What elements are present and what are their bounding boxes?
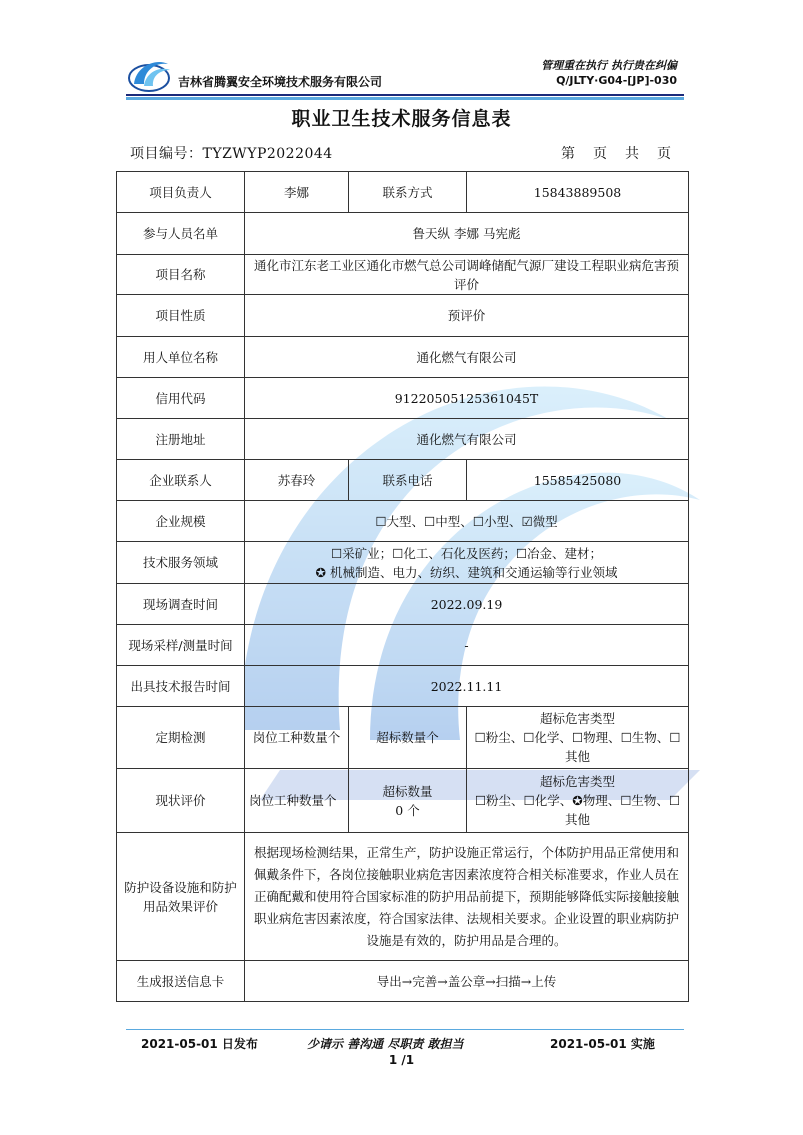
periodic-hazard-cell (467, 707, 689, 769)
report-time-label: 出具技术报告时间 (117, 666, 245, 707)
page-title: 职业卫生技术服务信息表 (291, 108, 512, 130)
periodic-over-value: 超标数量个 (349, 707, 467, 769)
company-name: 吉林省腾翼安全环境技术服务有限公司 (178, 75, 383, 89)
document-code: Q/JLTY·G04-[JP]-030 (556, 74, 677, 87)
status-over-title: 超标数量 (382, 783, 433, 799)
info-card-value: 导出→完善→盖公章→扫描→上传 (245, 961, 689, 1002)
page-ye: 页 (593, 146, 607, 162)
periodic-posts-value: 岗位工种数量个 (245, 707, 349, 769)
report-time-value: 2022.11.11 (245, 666, 689, 707)
scale-label: 企业规模 (117, 501, 245, 542)
protection-eval-label: 防护设备设施和防护用品效果评价 (117, 833, 245, 961)
service-domain-line1: ☐采矿业；☐化工、石化及医药；☐冶金、建材； (330, 545, 603, 561)
page-ye2: 页 (657, 146, 671, 162)
employer-label: 用人单位名称 (117, 337, 245, 378)
project-number: 项目编号：TYZWYP2022044 (130, 146, 333, 162)
sampling-time-label: 现场采样/测量时间 (117, 625, 245, 666)
leader-value: 李娜 (245, 172, 349, 213)
footer-issue-date: 2021-05-01 日发布 (141, 1037, 258, 1051)
table-row (117, 378, 689, 419)
protection-eval-value: 根据现场检测结果，正常生产，防护设施正常运行，个体防护用品正常使用和佩戴条件下，各岗位接触职业病危害因素浓度符合相关标准要求，作业人员在正确配戴和使用符合国家标准的防护用品前提下，预期能够降低实际接触接触职业病危害因素浓度，符合国家法律、法规相关要求。企业设置的职业病防护设施是有效的，防护用品是合理的。 (245, 833, 689, 961)
project-name-value: 通化市江东老工业区通化市燃气总公司调峰储配气源厂建设工程职业病危害预评价 (245, 255, 689, 295)
address-value: 通化燃气有限公司 (245, 419, 689, 460)
service-domain-value (245, 542, 689, 584)
page-gong: 共 (625, 146, 639, 162)
page-indicator (543, 143, 671, 163)
table-row (117, 213, 689, 255)
sampling-time-value: - (245, 625, 689, 666)
header-divider-accent (126, 97, 684, 100)
members-label: 参与人员名单 (117, 213, 245, 255)
footer-page-number: 1 /1 (388, 1053, 415, 1067)
members-value: 鲁天纵 李娜 马宪彪 (245, 213, 689, 255)
address-label: 注册地址 (117, 419, 245, 460)
info-card-label: 生成报送信息卡 (117, 961, 245, 1002)
credit-value: 91220505125361045T (245, 378, 689, 419)
scale-value: ☐大型、☐中型、☐小型、☑微型 (245, 501, 689, 542)
periodic-hazard-title: 超标危害类型 (539, 711, 615, 726)
status-hazard-value: ☐粉尘、☐化学、✪物理、☐生物、☐其他 (474, 793, 681, 827)
service-domain-label: 技术服务领域 (117, 542, 245, 584)
table-row (117, 337, 689, 378)
header-divider (126, 94, 684, 96)
status-over-cell (349, 769, 467, 833)
info-table (116, 171, 689, 1002)
status-posts-value: 岗位工种数量个 (245, 769, 349, 833)
table-row (117, 172, 689, 213)
employer-value: 通化燃气有限公司 (245, 337, 689, 378)
footer-effective-date: 2021-05-01 实施 (550, 1037, 655, 1051)
table-row (117, 255, 689, 295)
table-row (117, 707, 689, 769)
table-row (117, 961, 689, 1002)
table-row (117, 769, 689, 833)
status-eval-label: 现状评价 (117, 769, 245, 833)
credit-label: 信用代码 (117, 378, 245, 419)
table-row (117, 833, 689, 961)
table-row (117, 295, 689, 337)
table-row (117, 460, 689, 501)
enterprise-contact-value: 苏春玲 (245, 460, 349, 501)
service-domain-line2: ✪ 机械制造、电力、纺织、建筑和交通运输等行业领域 (315, 564, 618, 580)
company-logo-icon (126, 54, 172, 94)
periodic-hazard-value: ☐粉尘、☐化学、☐物理、☐生物、☐其他 (474, 730, 681, 764)
contact-label: 联系方式 (349, 172, 467, 213)
status-hazard-title: 超标危害类型 (539, 774, 615, 789)
table-row (117, 419, 689, 460)
footer-motto: 少请示 善沟通 尽职责 敢担当 (307, 1037, 464, 1051)
status-hazard-cell (467, 769, 689, 833)
project-nature-label: 项目性质 (117, 295, 245, 337)
table-row (117, 542, 689, 584)
enterprise-contact-label: 企业联系人 (117, 460, 245, 501)
table-row (117, 584, 689, 625)
footer-divider (126, 1029, 684, 1030)
periodic-test-label: 定期检测 (117, 707, 245, 769)
project-name-label: 项目名称 (117, 255, 245, 295)
project-nature-value: 预评价 (245, 295, 689, 337)
table-row (117, 501, 689, 542)
enterprise-phone-label: 联系电话 (349, 460, 467, 501)
status-over-value: 0 个 (395, 802, 420, 818)
survey-time-value: 2022.09.19 (245, 584, 689, 625)
enterprise-phone-value: 15585425080 (467, 460, 689, 501)
page-di: 第 (561, 146, 575, 162)
table-row (117, 625, 689, 666)
table-row (117, 666, 689, 707)
leader-label: 项目负责人 (117, 172, 245, 213)
survey-time-label: 现场调查时间 (117, 584, 245, 625)
header-slogan: 管理重在执行 执行贵在纠偏 (541, 59, 677, 72)
contact-value: 15843889508 (467, 172, 689, 213)
